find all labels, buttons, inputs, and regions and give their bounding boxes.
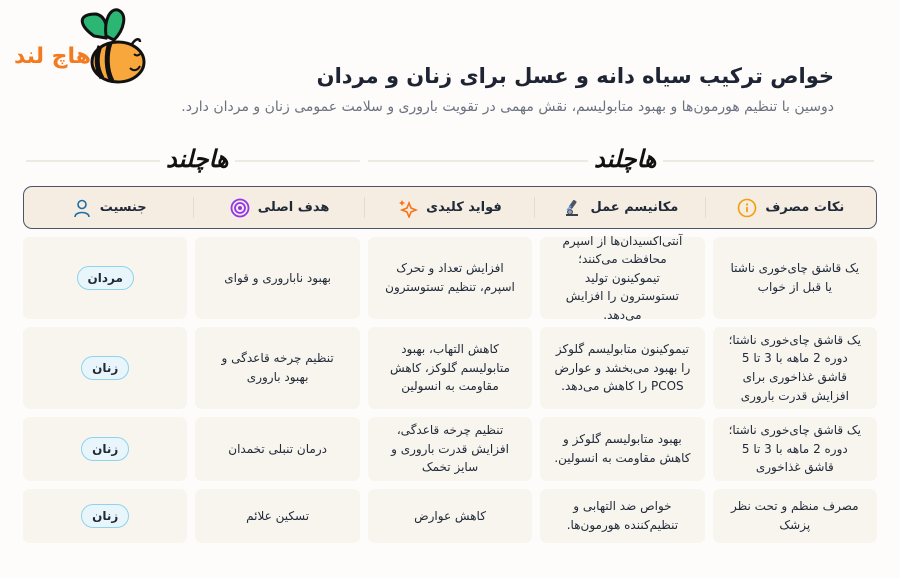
gender-badge: زنان (81, 504, 129, 529)
cell-goal: درمان تنبلی تخمدان (195, 417, 359, 481)
column-header-gender (24, 187, 194, 228)
column-label: مکانیسم عمل (590, 200, 679, 215)
column-label: نکات مصرف (765, 200, 845, 215)
cell-usage: یک قاشق چای‌خوری ناشتا یا قبل از خواب (713, 237, 877, 319)
cell-usage: مصرف منظم و تحت نظر پزشک (713, 489, 877, 543)
gender-badge: زنان (81, 437, 129, 462)
cell-usage: یک قاشق چای‌خوری ناشتا؛ دوره 2 ماهه با 3 تا 5 قاشق غذاخوری (713, 417, 877, 481)
watermark-right: هاچلند (588, 145, 663, 173)
cell-benefits: تنظیم چرخه قاعدگی، افزایش قدرت باروری و سایز تخمک (368, 417, 532, 481)
column-label: فواید کلیدی (426, 200, 502, 215)
cell-gender (23, 489, 187, 543)
cell-gender (23, 327, 187, 409)
page-subtitle: دوسین با تنظیم هورمون‌ها و بهبود متابولیسم، نقش مهمی در تقویت باروری و سلامت عمومی زنان و مردان دارد. (181, 99, 834, 115)
gender-badge: زنان (81, 356, 129, 381)
column-label: هدف اصلی (257, 200, 330, 215)
cell-benefits: کاهش التهاب، بهبود متابولیسم گلوکز، کاهش مقاومت به انسولین (368, 327, 532, 409)
cell-gender (23, 417, 187, 481)
cell-benefits: افزایش تعداد و تحرک اسپرم، تنظیم تستوسترون (368, 237, 532, 319)
column-header-benefits (365, 187, 535, 228)
page-title: خواص ترکیب سیاه دانه و عسل برای زنان و مردان (316, 64, 834, 88)
cell-gender (23, 237, 187, 319)
brand-logo[interactable] (6, 6, 146, 86)
cell-mechanism: آنتی‌اکسیدان‌ها از اسپرم محافظت می‌کنند؛ تیموکینون تولید تستوسترون را افزایش می‌دهد. (540, 237, 704, 319)
target-icon (230, 198, 250, 218)
logo-text: هاچ لند (14, 44, 91, 69)
cell-goal: تنظیم چرخه قاعدگی و بهبود باروری (195, 327, 359, 409)
column-header-usage (706, 187, 876, 228)
column-label: جنسیت (99, 200, 147, 215)
cell-mechanism: بهبود متابولیسم گلوکز و کاهش مقاومت به انسولین. (540, 417, 704, 481)
data-table (23, 233, 877, 543)
table-header (23, 186, 877, 229)
microscope-icon (562, 198, 582, 218)
sparkles-icon (398, 198, 418, 218)
info-icon (737, 198, 757, 218)
cell-mechanism: تیموکینون متابولیسم گلوکز را بهبود می‌بخشد و عوارض PCOS را کاهش می‌دهد. (540, 327, 704, 409)
cell-benefits: کاهش عوارض (368, 489, 532, 543)
cell-goal: تسکین علائم (195, 489, 359, 543)
column-header-goal (194, 187, 364, 228)
user-icon (72, 198, 92, 218)
cell-mechanism: خواص ضد التهابی و تنظیم‌کننده هورمون‌ها. (540, 489, 704, 543)
gender-badge: مردان (77, 266, 134, 291)
watermark-left: هاچلند (160, 145, 235, 173)
cell-usage: یک قاشق چای‌خوری ناشتا؛ دوره 2 ماهه با 3 تا 5 قاشق غذاخوری برای افزایش قدرت باروری (713, 327, 877, 409)
cell-goal: بهبود ناباروری و قوای (195, 237, 359, 319)
column-header-mechanism (535, 187, 705, 228)
